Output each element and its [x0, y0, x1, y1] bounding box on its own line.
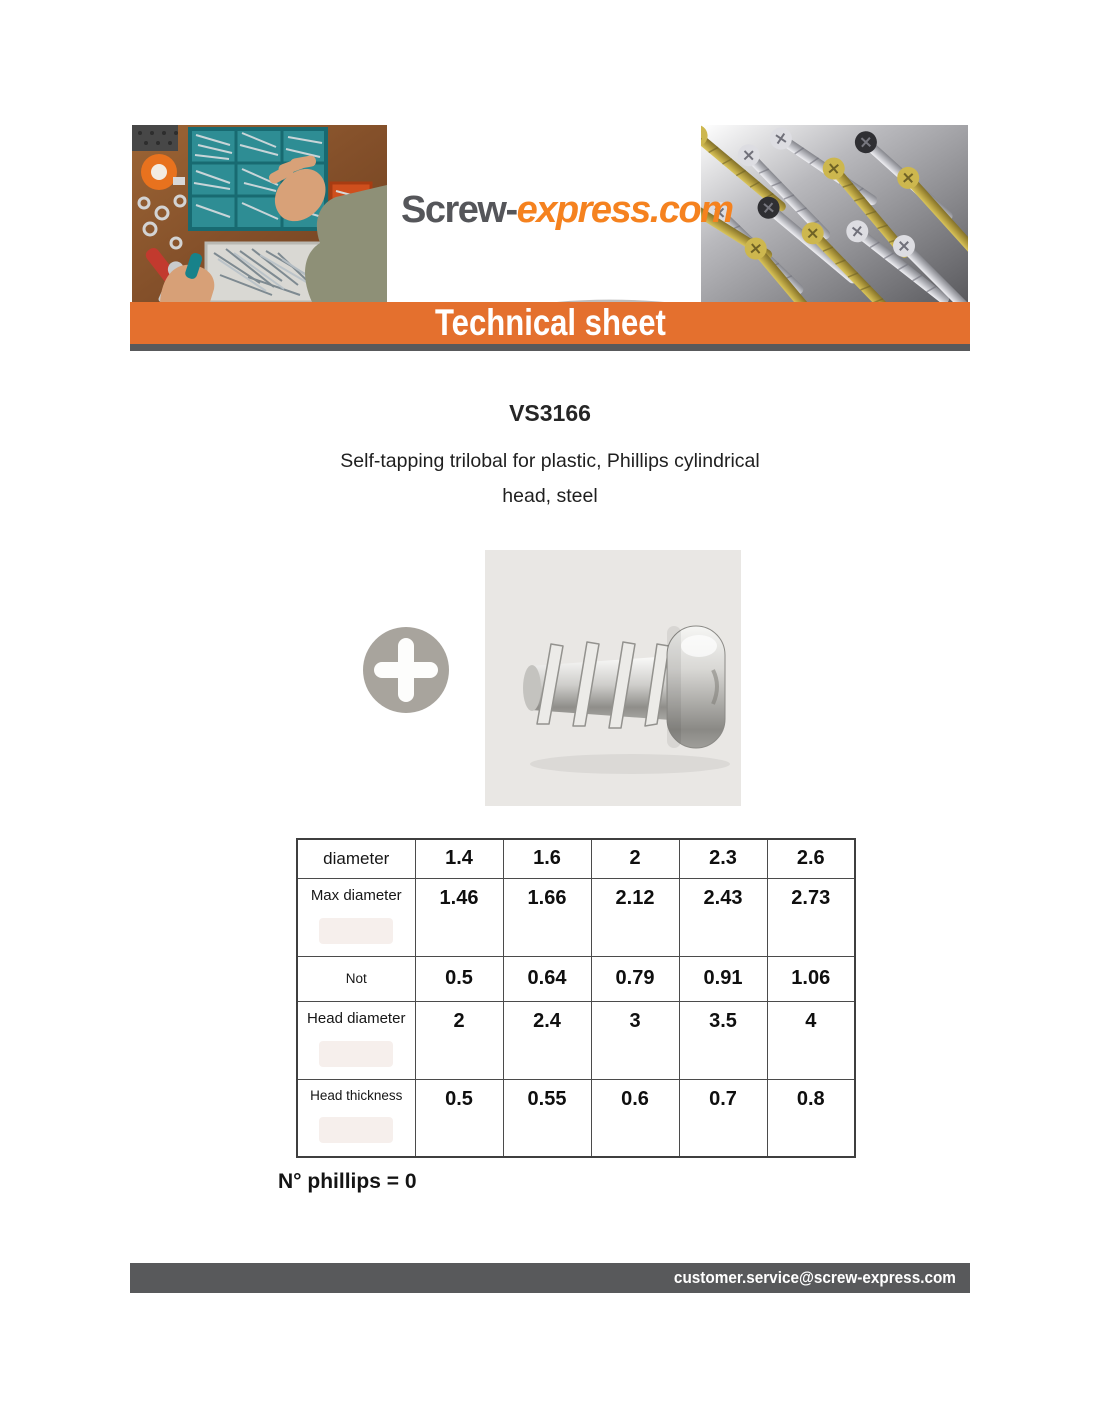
spec-row-head-diameter — [297, 1001, 855, 1079]
spec-value: 0.5 — [415, 956, 503, 1001]
spec-value: 0.91 — [679, 956, 767, 1001]
spec-row-not — [297, 956, 855, 1001]
workbench-illustration — [132, 125, 387, 302]
brand-logo — [401, 189, 733, 232]
phillips-note: N° phillips = 0 — [278, 1170, 417, 1193]
screws-pile-photo — [701, 125, 968, 302]
spec-value: 0.6 — [591, 1079, 679, 1157]
brand-logo-primary: Screw- — [401, 189, 517, 231]
spec-label-head-thickness: Head thickness — [297, 1079, 415, 1157]
spec-value: 1.66 — [503, 878, 591, 956]
screw-illustration — [485, 550, 741, 806]
product-code: VS3166 — [509, 400, 591, 426]
spec-value: 2 — [591, 839, 679, 878]
spec-row-diameter — [297, 839, 855, 878]
phillips-drive-icon — [361, 625, 451, 715]
spec-value: 3.5 — [679, 1001, 767, 1079]
spec-value: 0.64 — [503, 956, 591, 1001]
banner-underline — [130, 344, 970, 351]
workbench-photo — [132, 125, 387, 302]
faded-diagram-artifact — [319, 918, 393, 944]
spec-value: 2.4 — [503, 1001, 591, 1079]
product-description-line2: head, steel — [502, 485, 598, 507]
banner-title: Technical sheet — [434, 302, 666, 343]
spec-value: 2.73 — [767, 878, 855, 956]
spec-value: 2.43 — [679, 878, 767, 956]
spec-value: 1.46 — [415, 878, 503, 956]
spec-value: 0.7 — [679, 1079, 767, 1157]
spec-value: 4 — [767, 1001, 855, 1079]
spec-row-head-thickness — [297, 1079, 855, 1157]
spec-row-max-diameter — [297, 878, 855, 956]
spec-label-head-diameter: Head diameter — [297, 1001, 415, 1079]
spec-value: 1.06 — [767, 956, 855, 1001]
spec-value: 0.8 — [767, 1079, 855, 1157]
product-description-line1: Self-tapping trilobal for plastic, Phillips cylindrical — [340, 450, 760, 472]
screws-pile-illustration — [701, 125, 968, 302]
header — [132, 125, 968, 302]
spec-value: 1.4 — [415, 839, 503, 878]
faded-diagram-artifact — [319, 1117, 393, 1143]
spec-label-diameter: diameter — [297, 839, 415, 878]
spec-value: 2 — [415, 1001, 503, 1079]
spec-table — [296, 838, 856, 1158]
brand-logo-secondary: express.com — [516, 189, 733, 231]
footer-bar — [130, 1263, 970, 1293]
spec-value: 2.3 — [679, 839, 767, 878]
spec-value: 1.6 — [503, 839, 591, 878]
spec-value: 2.6 — [767, 839, 855, 878]
product-photo — [485, 550, 741, 806]
spec-label-max-diameter: Max diameter — [297, 878, 415, 956]
header-center — [387, 125, 733, 302]
spec-value: 0.5 — [415, 1079, 503, 1157]
footer-email: customer.service@screw-express.com — [673, 1268, 956, 1287]
product-description — [130, 444, 970, 514]
spec-value: 0.79 — [591, 956, 679, 1001]
faded-diagram-artifact — [319, 1041, 393, 1067]
spec-value: 3 — [591, 1001, 679, 1079]
spec-value: 2.12 — [591, 878, 679, 956]
technical-sheet-banner — [130, 302, 970, 344]
spec-label-not: Not — [297, 956, 415, 1001]
spec-value: 0.55 — [503, 1079, 591, 1157]
